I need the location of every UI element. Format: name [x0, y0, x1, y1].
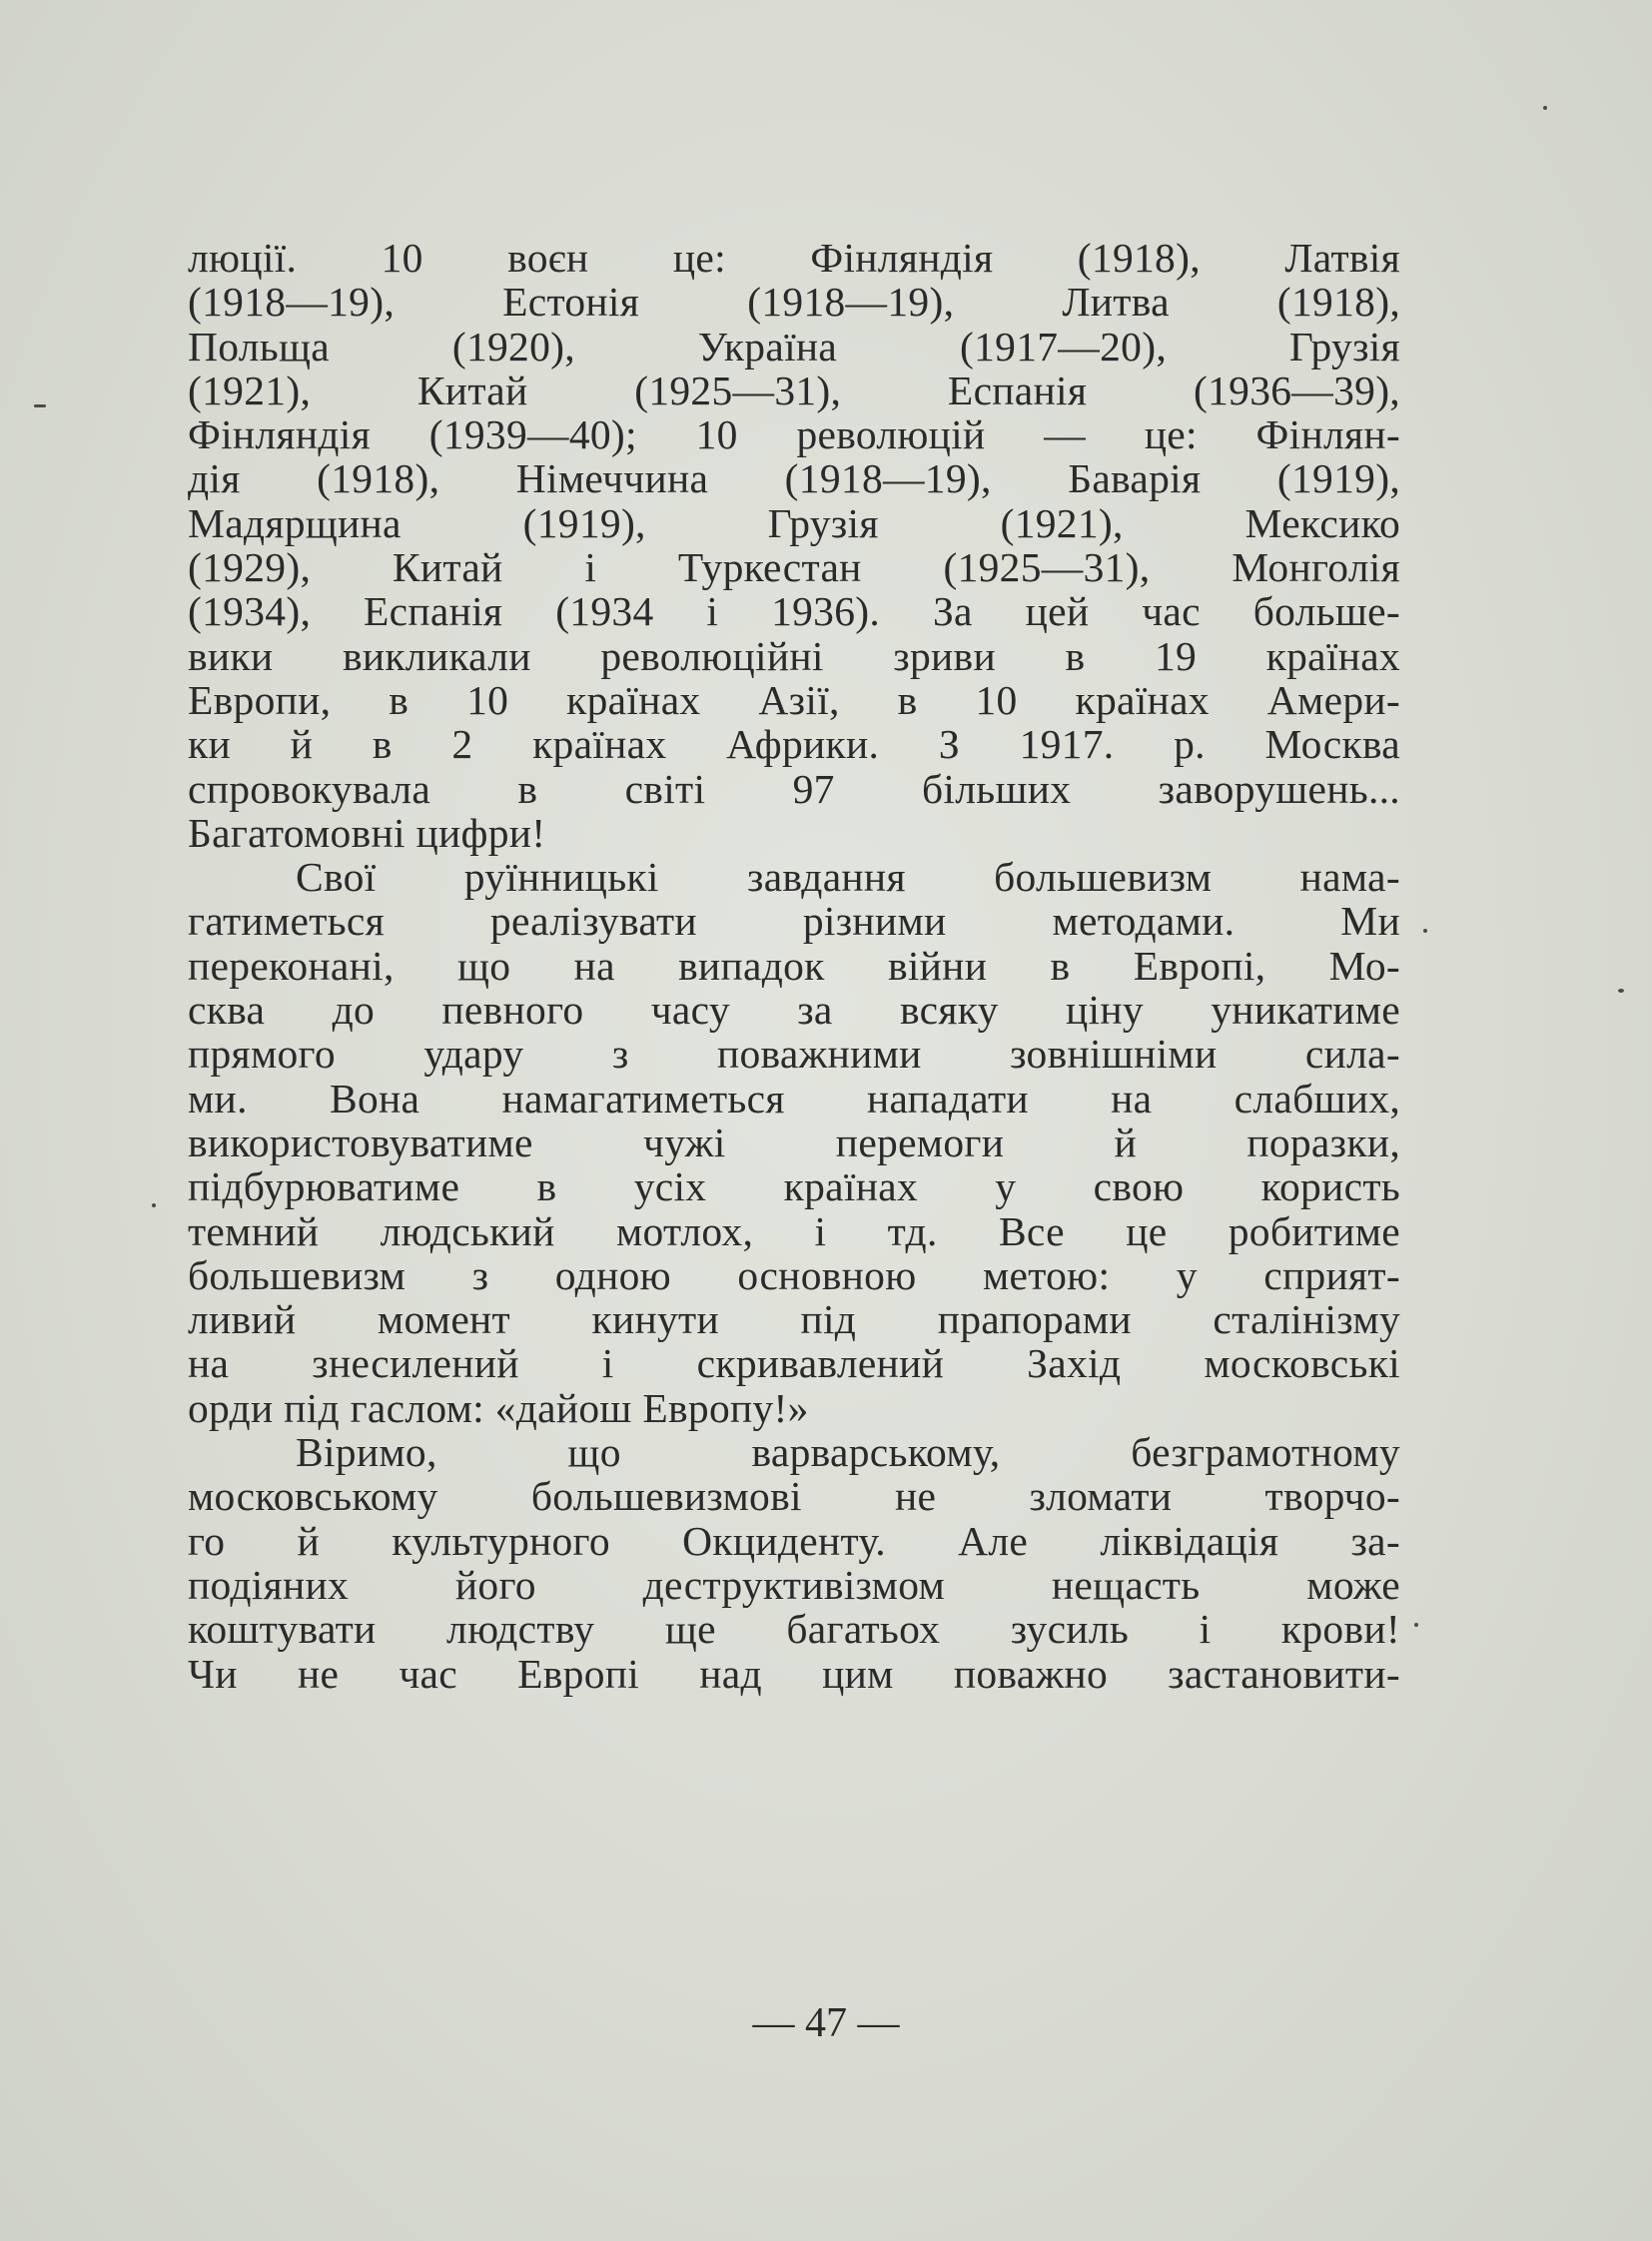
text-line: гатиметься реалізувати різними методами. Ми [188, 898, 1400, 945]
text-line: ми. Вона намагатиметься нападати на слабших, [188, 1075, 1400, 1121]
paragraph-first-line: Віримо, що варварському, безграмотному [296, 1429, 1400, 1476]
text-line: (1929), Китай і Туркестан (1925—31), Монголія [188, 544, 1400, 591]
text-line: переконані, що на випадок війни в Европі, Мо- [188, 942, 1400, 989]
text-line: використовуватиме чужі перемоги й поразки, [188, 1119, 1400, 1165]
print-speck [34, 404, 46, 407]
text-line: (1918—19), Естонія (1918—19), Литва (1918), [188, 279, 1400, 326]
text-line: московському большевизмові не зломати творчо- [188, 1473, 1400, 1520]
text-line: Мадярщина (1919), Грузія (1921), Мексико [188, 499, 1400, 546]
text-line: Фінляндія (1939—40); 10 революцій — це: Фінлян- [188, 411, 1400, 458]
text-line: коштувати людству ще багатьох зусиль і крови! [188, 1606, 1400, 1653]
print-speck [152, 1203, 156, 1207]
text-line: Багатомовні цифри! [188, 809, 546, 856]
text-line: го й культурного Окциденту. Але ліквідація за- [188, 1517, 1400, 1564]
text-line: вики викликали революційні зриви в 19 країнах [188, 632, 1400, 679]
text-line: прямого удару з поважними зовнішніми сила- [188, 1031, 1400, 1078]
text-line: большевизм з одною основною метою: у сприят- [188, 1251, 1400, 1298]
text-line: ки й в 2 країнах Африки. З 1917. р. Москва [188, 721, 1400, 768]
paragraph-first-line: Свої руїнницькі завдання большевизм нама- [296, 854, 1400, 901]
text-line: спровокувала в світі 97 більших заворушень... [188, 765, 1400, 812]
text-line: сква до певного часу за всяку ціну уникатиме [188, 987, 1400, 1034]
print-speck [1423, 929, 1427, 933]
print-speck [1543, 106, 1547, 110]
text-line: Польща (1920), Україна (1917—20), Грузія [188, 323, 1400, 370]
text-line: на знесилений і скривавлений Захід московські [188, 1340, 1400, 1387]
text-line: Чи не час Европі над цим поважно застановити- [188, 1650, 1400, 1697]
page-number: — 47 — [752, 2000, 900, 2046]
print-speck [1414, 1623, 1418, 1627]
text-line: Европи, в 10 країнах Азії, в 10 країнах Амери- [188, 676, 1400, 723]
text-line: дія (1918), Німеччина (1918—19), Баварія (1919), [188, 455, 1400, 502]
print-speck [1618, 989, 1624, 993]
text-line: (1934), Еспанія (1934 і 1936). За цей час больше- [188, 588, 1400, 635]
text-line: підбурюватиме в усіх країнах у свою користь [188, 1163, 1400, 1210]
text-line: люції. 10 воєн це: Фінляндія (1918), Латвія [188, 235, 1400, 281]
text-line: орди під гаслом: «дайош Европу!» [188, 1384, 809, 1431]
text-line: темний людський мотлох, і тд. Все це робитиме [188, 1207, 1400, 1254]
body-text [188, 236, 1400, 1696]
text-line: (1921), Китай (1925—31), Еспанія (1936—39), [188, 367, 1400, 413]
text-line: подіяних його деструктивізмом нещасть може [188, 1561, 1400, 1608]
text-line: ливий момент кинути під прапорами сталінізму [188, 1296, 1400, 1343]
